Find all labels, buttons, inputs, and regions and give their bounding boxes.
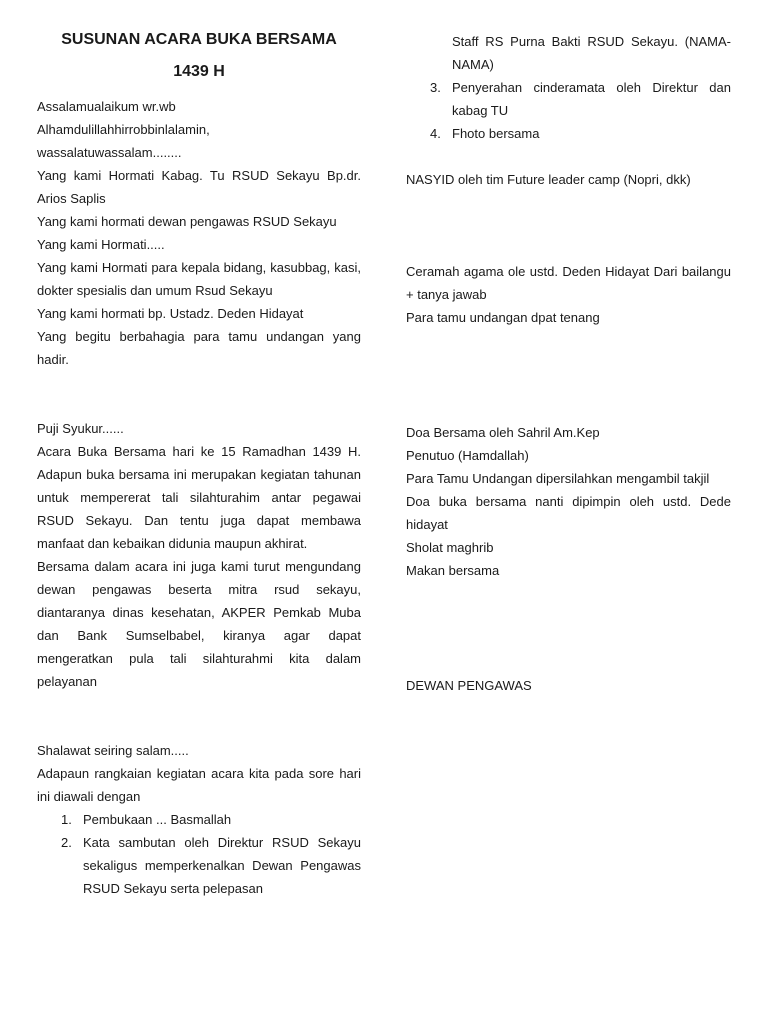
nasyid-line: NASYID oleh tim Future leader camp (Nopri, dkk): [406, 172, 691, 187]
agenda-intro: Adapaun rangkaian kegiatan acara kita pada sore hari ini diawali dengan: [37, 766, 361, 804]
greeting-line: Yang kami hormati dewan pengawas RSUD Sekayu: [37, 214, 337, 229]
document-title: SUSUNAN ACARA BUKA BERSAMA: [61, 31, 337, 48]
agenda-item-number: 4.: [430, 126, 441, 141]
agenda-item: [406, 76, 731, 122]
closing-line: Penutuo (Hamdallah): [406, 448, 529, 463]
invitation-paragraph: Bersama dalam acara ini juga kami turut mengundang dewan pengawas beserta mitra rsud sekayu, diantaranya dinas kesehatan, AKPER Pemkab Muba dan Bank Sumselbabel, kiranya agar dapat mengeratkan pula tali silahturahmi kita dalam pelayanan: [37, 559, 361, 689]
agenda-item-text: Fhoto bersama: [452, 126, 540, 141]
agenda-item-text: Penyerahan cinderamata oleh Direktur dan kabag TU: [452, 80, 731, 118]
closing-line: Doa buka bersama nanti dipimpin oleh ustd. Dede hidayat: [406, 494, 731, 532]
puji-syukur-line: Puji Syukur......: [37, 421, 124, 436]
document-year: 1439 H: [173, 63, 225, 80]
signature-dewan-pengawas: DEWAN PENGAWAS: [406, 678, 532, 693]
greeting-line: Yang kami Hormati para kepala bidang, kasubbag, kasi, dokter spesialis dan umum Rsud Sekayu: [37, 260, 361, 298]
agenda-item-number: 3.: [430, 80, 441, 95]
shalawat-line: Shalawat seiring salam.....: [37, 743, 189, 758]
agenda-item-number: 2.: [61, 835, 72, 850]
agenda-item: [37, 808, 361, 831]
greeting-line: Yang begitu berbahagia para tamu undangan yang hadir.: [37, 329, 361, 367]
right-column: [406, 0, 731, 697]
greeting-line: wassalatuwassalam........: [37, 145, 182, 160]
agenda-item: [406, 122, 731, 145]
agenda-item: [37, 831, 361, 900]
ceramah-line: Ceramah agama ole ustd. Deden Hidayat Dari bailangu + tanya jawab: [406, 264, 731, 302]
agenda-list: [37, 808, 361, 900]
closing-line: Doa Bersama oleh Sahril Am.Kep: [406, 425, 600, 440]
agenda-item-text: Kata sambutan oleh Direktur RSUD Sekayu sekaligus memperkenalkan Dewan Pengawas RSUD Sekayu serta pelepasan: [83, 835, 361, 896]
closing-line: Sholat maghrib: [406, 540, 494, 555]
left-column: [37, 0, 361, 900]
closing-line: Para Tamu Undangan dipersilahkan mengambil takjil: [406, 471, 710, 486]
greeting-line: Yang kami hormati bp. Ustadz. Deden Hidayat: [37, 306, 304, 321]
greeting-line: Assalamualaikum wr.wb: [37, 99, 176, 114]
closing-line: Makan bersama: [406, 563, 500, 578]
greeting-line: Yang kami Hormati Kabag. Tu RSUD Sekayu Bp.dr. Arios Saplis: [37, 168, 361, 206]
agenda-list-continued: [406, 30, 731, 145]
event-paragraph: Acara Buka Bersama hari ke 15 Ramadhan 1439 H. Adapun buka bersama ini merupakan kegiatan tahunan untuk mempererat tali silahturahim antar pegawai RSUD Sekayu. Dan tentu juga dapat membawa manfaat dan kebaikan didunia maupun akhirat.: [37, 444, 361, 551]
agenda-item-continued: [406, 30, 731, 76]
agenda-item-text: Staff RS Purna Bakti RSUD Sekayu. (NAMA-NAMA): [452, 34, 731, 72]
tenang-line: Para tamu undangan dpat tenang: [406, 310, 600, 325]
agenda-item-text: Pembukaan ... Basmallah: [83, 812, 232, 827]
greeting-line: Alhamdulillahhirrobbinlalamin,: [37, 122, 210, 137]
greeting-line: Yang kami Hormati.....: [37, 237, 165, 252]
agenda-item-number: 1.: [61, 812, 72, 827]
